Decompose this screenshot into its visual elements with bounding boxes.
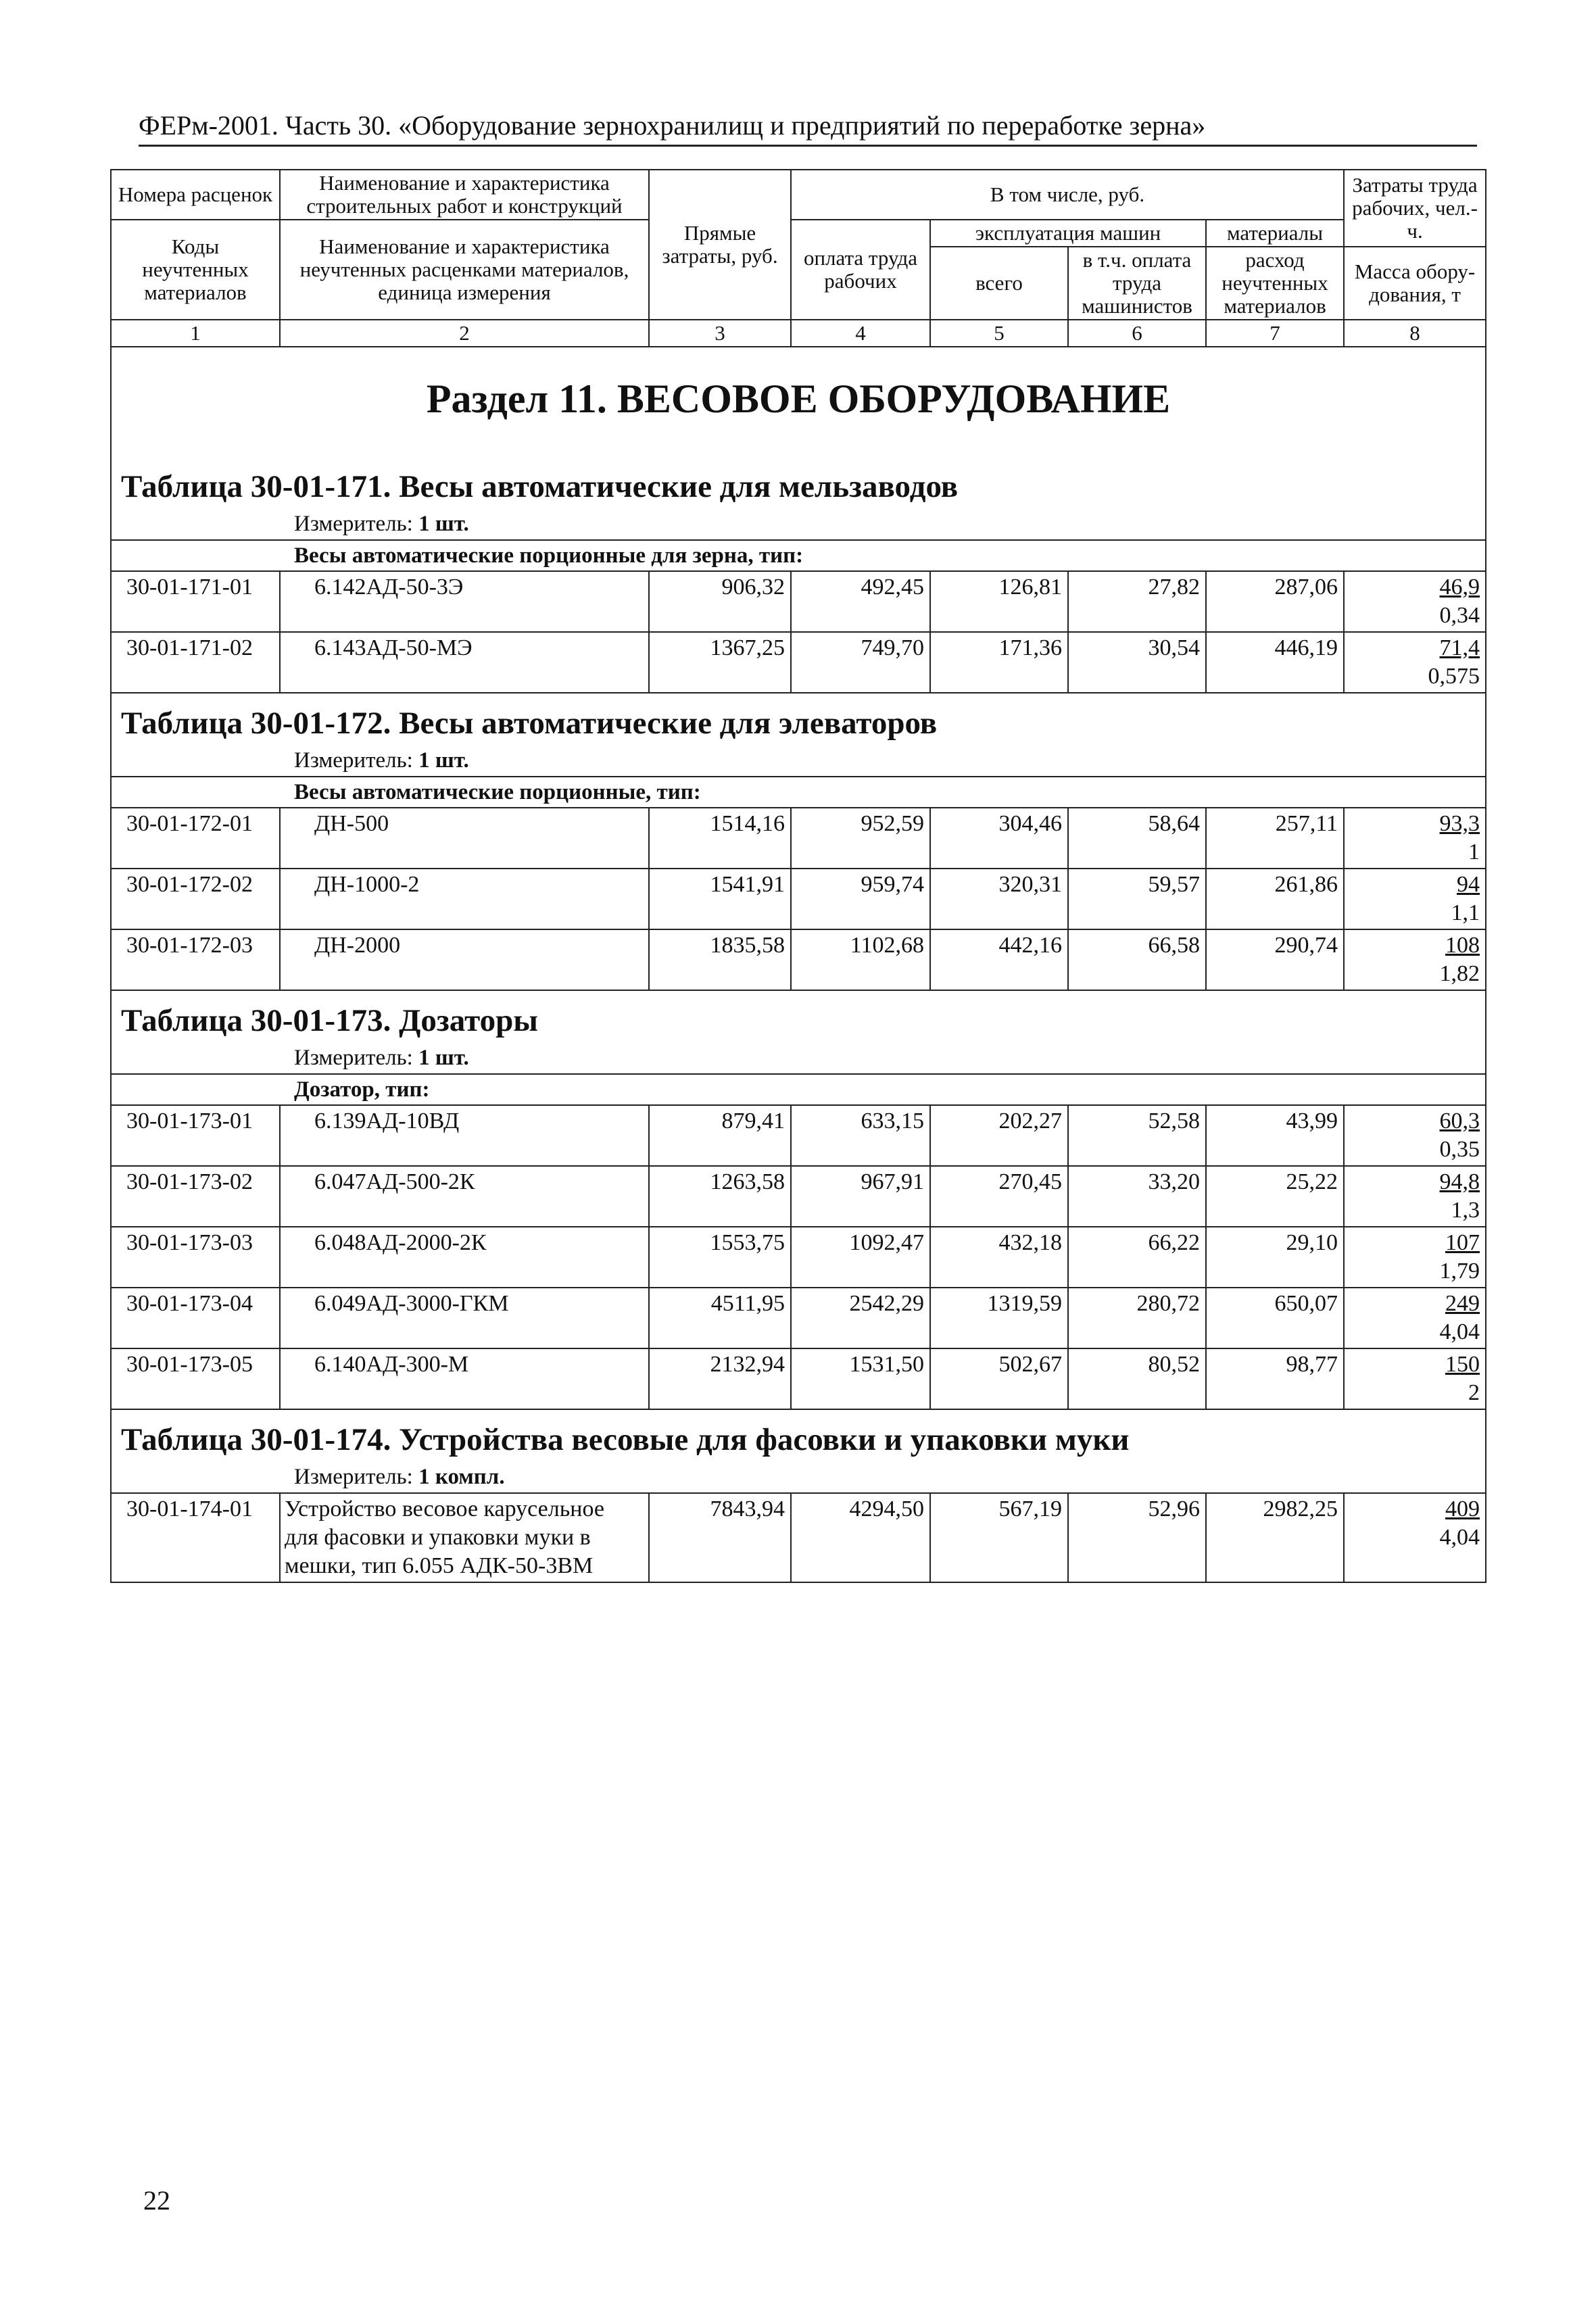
labor-pay: 633,15 bbox=[791, 1105, 930, 1166]
labor-hours: 71,4 bbox=[1439, 635, 1480, 660]
direct-costs: 906,32 bbox=[649, 571, 791, 632]
meter-label: Измеритель: bbox=[294, 512, 413, 536]
labor-hours: 150 bbox=[1445, 1352, 1480, 1377]
labor-mass-cell bbox=[1344, 1348, 1486, 1409]
column-number: 5 bbox=[930, 320, 1068, 347]
rate-name: ДН-2000 bbox=[280, 929, 649, 990]
table-row bbox=[111, 808, 1486, 869]
rate-name: 6.143АД-50-МЭ bbox=[280, 632, 649, 693]
direct-costs: 4511,95 bbox=[649, 1288, 791, 1348]
machines-total: 171,36 bbox=[930, 632, 1068, 693]
header-machines: эксплуатация машин bbox=[930, 220, 1206, 247]
table-row bbox=[111, 1348, 1486, 1409]
table-row bbox=[111, 869, 1486, 929]
machines-total: 1319,59 bbox=[930, 1288, 1068, 1348]
materials: 650,07 bbox=[1206, 1288, 1344, 1348]
labor-mass-cell bbox=[1344, 1493, 1486, 1582]
materials: 290,74 bbox=[1206, 929, 1344, 990]
rate-name: ДН-500 bbox=[280, 808, 649, 869]
table-header bbox=[111, 170, 1486, 347]
rate-name: 6.048АД-2000-2К bbox=[280, 1227, 649, 1288]
machines-pay: 33,20 bbox=[1068, 1166, 1206, 1227]
machines-total: 270,45 bbox=[930, 1166, 1068, 1227]
machines-pay: 66,58 bbox=[1068, 929, 1206, 990]
document-body bbox=[110, 169, 1485, 1583]
labor-mass-cell bbox=[1344, 1227, 1486, 1288]
machines-pay: 52,58 bbox=[1068, 1105, 1206, 1166]
column-number: 2 bbox=[280, 320, 649, 347]
machines-pay: 58,64 bbox=[1068, 808, 1206, 869]
labor-pay: 492,45 bbox=[791, 571, 930, 632]
labor-pay: 959,74 bbox=[791, 869, 930, 929]
labor-mass-cell bbox=[1344, 1166, 1486, 1227]
labor-pay: 1531,50 bbox=[791, 1348, 930, 1409]
equipment-mass: 1 bbox=[1468, 839, 1480, 864]
header-labor-pay: оплата труда рабочих bbox=[791, 220, 930, 320]
materials: 287,06 bbox=[1206, 571, 1344, 632]
equipment-mass: 0,34 bbox=[1439, 603, 1480, 628]
column-number: 1 bbox=[111, 320, 280, 347]
section-title: Раздел 11. ВЕСОВОЕ ОБОРУДОВАНИЕ bbox=[111, 347, 1486, 457]
page-header: ФЕРм-2001. Часть 30. «Оборудование зернохранилищ и предприятий по переработке зерна» bbox=[139, 109, 1477, 147]
machines-total: 442,16 bbox=[930, 929, 1068, 990]
direct-costs: 879,41 bbox=[649, 1105, 791, 1166]
table-title: Таблица 30-01-172. Весы автоматические для элеваторов bbox=[111, 693, 1486, 745]
machines-pay: 66,22 bbox=[1068, 1227, 1206, 1288]
header-col2-top: Наименование и характеристика строительных работ и конструкций bbox=[280, 170, 649, 220]
equipment-mass: 4,04 bbox=[1439, 1319, 1480, 1344]
labor-hours: 108 bbox=[1445, 933, 1480, 958]
equipment-mass: 1,79 bbox=[1439, 1259, 1480, 1284]
column-numbers bbox=[111, 320, 1486, 347]
rate-name: 6.047АД-500-2К bbox=[280, 1166, 649, 1227]
meter-value: 1 шт. bbox=[418, 1046, 469, 1070]
table-row bbox=[111, 632, 1486, 693]
direct-costs: 1367,25 bbox=[649, 632, 791, 693]
meter-value: 1 компл. bbox=[418, 1465, 505, 1489]
labor-pay: 967,91 bbox=[791, 1166, 930, 1227]
labor-pay: 2542,29 bbox=[791, 1288, 930, 1348]
group-title: Весы автоматические порционные для зерна, тип: bbox=[111, 540, 1486, 571]
table-row bbox=[111, 1493, 1486, 1582]
meter-value: 1 шт. bbox=[418, 748, 469, 773]
labor-mass-cell bbox=[1344, 869, 1486, 929]
table-row bbox=[111, 1105, 1486, 1166]
header-col1-top: Номера расценок bbox=[111, 170, 280, 220]
group-title: Весы автоматические порционные, тип: bbox=[111, 777, 1486, 808]
rate-code: 30-01-173-05 bbox=[111, 1348, 280, 1409]
direct-costs: 1541,91 bbox=[649, 869, 791, 929]
rate-code: 30-01-172-02 bbox=[111, 869, 280, 929]
table-row bbox=[111, 929, 1486, 990]
labor-hours: 94,8 bbox=[1439, 1169, 1480, 1194]
header-including: В том числе, руб. bbox=[791, 170, 1344, 220]
rates-table bbox=[110, 169, 1486, 1583]
equipment-mass: 0,35 bbox=[1439, 1137, 1480, 1162]
machines-pay: 80,52 bbox=[1068, 1348, 1206, 1409]
machines-pay: 52,96 bbox=[1068, 1493, 1206, 1582]
materials: 261,86 bbox=[1206, 869, 1344, 929]
rate-code: 30-01-171-01 bbox=[111, 571, 280, 632]
meter-label: Измеритель: bbox=[294, 1465, 413, 1489]
machines-pay: 280,72 bbox=[1068, 1288, 1206, 1348]
machines-total: 320,31 bbox=[930, 869, 1068, 929]
equipment-mass: 1,1 bbox=[1451, 900, 1480, 925]
materials: 25,22 bbox=[1206, 1166, 1344, 1227]
labor-pay: 1092,47 bbox=[791, 1227, 930, 1288]
column-number: 4 bbox=[791, 320, 930, 347]
direct-costs: 1553,75 bbox=[649, 1227, 791, 1288]
labor-mass-cell bbox=[1344, 632, 1486, 693]
table-meter bbox=[111, 745, 1486, 777]
labor-pay: 1102,68 bbox=[791, 929, 930, 990]
rate-name: 6.139АД-10ВД bbox=[280, 1105, 649, 1166]
labor-mass-cell bbox=[1344, 929, 1486, 990]
rate-name: 6.140АД-300-М bbox=[280, 1348, 649, 1409]
table-meter bbox=[111, 1042, 1486, 1074]
header-col2-bottom: Наименование и характеристика неучтенных расценками материалов, единица измерения bbox=[280, 220, 649, 320]
table-meter bbox=[111, 1461, 1486, 1493]
rate-code: 30-01-173-01 bbox=[111, 1105, 280, 1166]
labor-mass-cell bbox=[1344, 808, 1486, 869]
rate-code: 30-01-172-03 bbox=[111, 929, 280, 990]
rate-name: ДН-1000-2 bbox=[280, 869, 649, 929]
rate-code: 30-01-173-04 bbox=[111, 1288, 280, 1348]
labor-hours: 60,3 bbox=[1439, 1108, 1480, 1134]
labor-mass-cell bbox=[1344, 1105, 1486, 1166]
header-materials: материалы bbox=[1206, 220, 1344, 247]
direct-costs: 1835,58 bbox=[649, 929, 791, 990]
header-labor: Затраты труда рабочих, чел.-ч. bbox=[1344, 170, 1486, 247]
header-col1-bottom: Коды неучтенных материалов bbox=[111, 220, 280, 320]
table-row bbox=[111, 571, 1486, 632]
machines-total: 126,81 bbox=[930, 571, 1068, 632]
direct-costs: 1514,16 bbox=[649, 808, 791, 869]
header-mass: Масса обору-дования, т bbox=[1344, 247, 1486, 320]
meter-label: Измеритель: bbox=[294, 1046, 413, 1070]
direct-costs: 7843,94 bbox=[649, 1493, 791, 1582]
equipment-mass: 2 bbox=[1468, 1380, 1480, 1405]
table-row bbox=[111, 1288, 1486, 1348]
machines-total: 304,46 bbox=[930, 808, 1068, 869]
labor-hours: 94 bbox=[1457, 872, 1480, 897]
equipment-mass: 4,04 bbox=[1439, 1525, 1480, 1550]
labor-pay: 4294,50 bbox=[791, 1493, 930, 1582]
equipment-mass: 0,575 bbox=[1428, 664, 1480, 689]
rate-code: 30-01-172-01 bbox=[111, 808, 280, 869]
materials: 98,77 bbox=[1206, 1348, 1344, 1409]
labor-hours: 93,3 bbox=[1439, 811, 1480, 836]
labor-hours: 107 bbox=[1445, 1230, 1480, 1255]
materials: 257,11 bbox=[1206, 808, 1344, 869]
rate-name: 6.142АД-50-3Э bbox=[280, 571, 649, 632]
column-number: 6 bbox=[1068, 320, 1206, 347]
column-number: 7 bbox=[1206, 320, 1344, 347]
direct-costs: 1263,58 bbox=[649, 1166, 791, 1227]
table-title: Таблица 30-01-174. Устройства весовые для фасовки и упаковки муки bbox=[111, 1409, 1486, 1461]
header-machines-pay: в т.ч. оплата труда машинистов bbox=[1068, 247, 1206, 320]
machines-total: 567,19 bbox=[930, 1493, 1068, 1582]
table-meter bbox=[111, 508, 1486, 540]
column-number: 8 bbox=[1344, 320, 1486, 347]
column-number: 3 bbox=[649, 320, 791, 347]
labor-pay: 952,59 bbox=[791, 808, 930, 869]
header-machines-total: всего bbox=[930, 247, 1068, 320]
direct-costs: 2132,94 bbox=[649, 1348, 791, 1409]
materials: 2982,25 bbox=[1206, 1493, 1344, 1582]
machines-pay: 27,82 bbox=[1068, 571, 1206, 632]
rate-name: 6.049АД-3000-ГКМ bbox=[280, 1288, 649, 1348]
meter-value: 1 шт. bbox=[418, 512, 469, 536]
rate-code: 30-01-173-03 bbox=[111, 1227, 280, 1288]
rate-code: 30-01-174-01 bbox=[111, 1493, 280, 1582]
group-title: Дозатор, тип: bbox=[111, 1074, 1486, 1105]
equipment-mass: 1,82 bbox=[1439, 961, 1480, 986]
materials: 446,19 bbox=[1206, 632, 1344, 693]
table-row bbox=[111, 1166, 1486, 1227]
table-title: Таблица 30-01-173. Дозаторы bbox=[111, 990, 1486, 1042]
labor-mass-cell bbox=[1344, 1288, 1486, 1348]
rate-code: 30-01-171-02 bbox=[111, 632, 280, 693]
labor-mass-cell bbox=[1344, 571, 1486, 632]
labor-hours: 409 bbox=[1445, 1496, 1480, 1521]
table-row bbox=[111, 1227, 1486, 1288]
table-title: Таблица 30-01-171. Весы автоматические для мельзаводов bbox=[111, 457, 1486, 508]
materials: 29,10 bbox=[1206, 1227, 1344, 1288]
machines-total: 502,67 bbox=[930, 1348, 1068, 1409]
rate-name: Устройство весовое карусельное для фасовки и упаковки муки в мешки, тип 6.055 АДК-50-3ВМ bbox=[280, 1493, 649, 1582]
materials: 43,99 bbox=[1206, 1105, 1344, 1166]
rate-code: 30-01-173-02 bbox=[111, 1166, 280, 1227]
header-materials-use: расход неучтенных материалов bbox=[1206, 247, 1344, 320]
labor-hours: 46,9 bbox=[1439, 575, 1480, 600]
table-content bbox=[111, 347, 1486, 1582]
machines-total: 202,27 bbox=[930, 1105, 1068, 1166]
labor-hours: 249 bbox=[1445, 1291, 1480, 1316]
labor-pay: 749,70 bbox=[791, 632, 930, 693]
machines-pay: 59,57 bbox=[1068, 869, 1206, 929]
equipment-mass: 1,3 bbox=[1451, 1198, 1480, 1223]
machines-total: 432,18 bbox=[930, 1227, 1068, 1288]
meter-label: Измеритель: bbox=[294, 748, 413, 773]
page-number: 22 bbox=[143, 2185, 170, 2216]
machines-pay: 30,54 bbox=[1068, 632, 1206, 693]
header-direct-costs: Прямые затраты, руб. bbox=[649, 170, 791, 320]
